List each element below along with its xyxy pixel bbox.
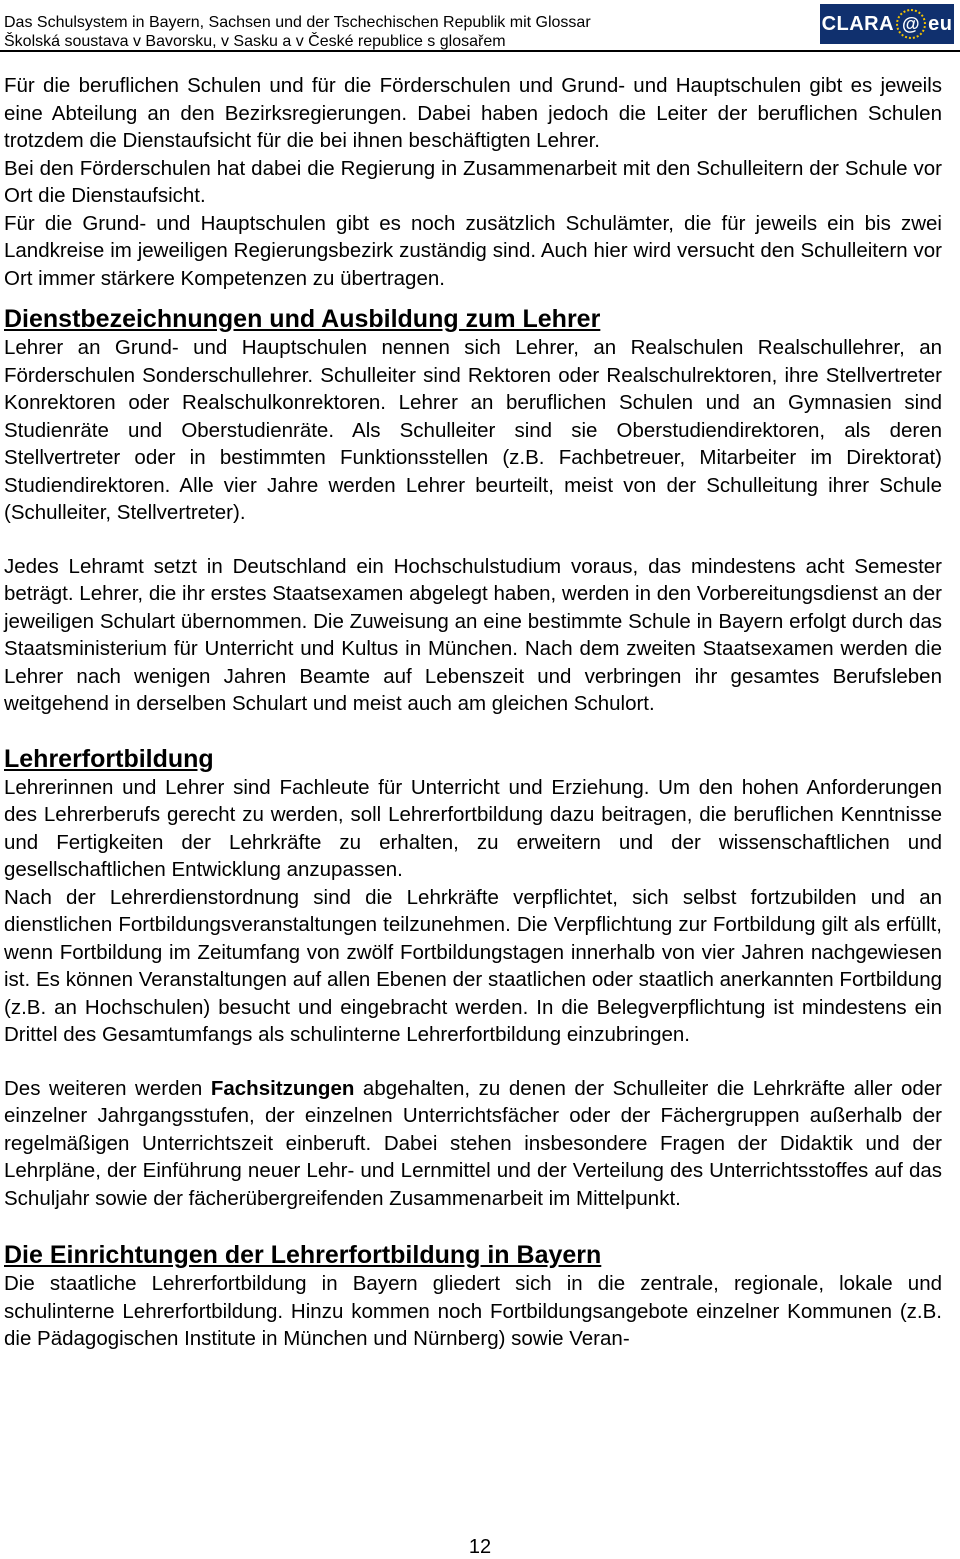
- heading-einrichtungen: Die Einrichtungen der Lehrerfortbildung in Bayern: [4, 1241, 602, 1269]
- paragraph-foerderschulen: Bei den Förderschulen hat dabei die Regierung in Zusammenarbeit mit den Schulleitern der Schule vor Ort die Dienstaufsicht.: [4, 156, 942, 207]
- header-divider: [0, 50, 960, 52]
- logo-text-right: eu: [928, 12, 953, 35]
- paragraph-lehrerdienstordnung: Nach der Lehrerdienstordnung sind die Lehrkräfte verpflichtet, sich selbst fortzubilden und an dienstlichen Fortbildungsveranstaltungen teilzunehmen. Die Verpflichtung zur Fortbildung gilt als erfüllt, wenn Fortbildung im Zeitumfang von zwölf Fortbildungstagen innerhalb von vier Jahren nachgewiesen ist. Es können Veranstaltungen auf allen Ebenen der staatlichen oder staatlich anerkannten Fortbildung (z.B. an Hochschulen) besucht und eingebracht werden. In die Belegverpflichtung ist mindestens ein Drittel des Gesamtumfangs als schulinterne Lehrerfortbildung einzubringen.: [4, 885, 942, 1046]
- header-title-czech: Školská soustava v Bavorsku, v Sasku a v České republice s glosařem: [4, 33, 506, 50]
- paragraph-lehramt: Jedes Lehramt setzt in Deutschland ein Hochschulstudium voraus, das mindestens acht Semester beträgt. Lehrer, die ihr erstes Staatsexamen abgelegt haben, werden in den Vorbereitungsdienst an der jeweiligen Schulart übernommen. Die Zuweisung an eine bestimmte Schule in Bayern erfolgt durch das Staatsministerium für Unterricht und Kultus in München. Nach dem zweiten Staatsexamen werden die Lehrer nach wenigen Jahren Beamte auf Lebenszeit und verbringen ihr gesamtes Berufsleben weitgehend in derselben Schulart und meist auch am gleichen Schulort.: [4, 554, 942, 715]
- logo-at-icon: @: [896, 9, 926, 39]
- header-title-german: Das Schulsystem in Bayern, Sachsen und der Tschechischen Republik mit Glossar: [4, 14, 591, 31]
- heading-dienstbezeichnungen: Dienstbezeichnungen und Ausbildung zum Lehrer: [4, 305, 601, 333]
- heading-lehrerfortbildung: Lehrerfortbildung: [4, 744, 214, 773]
- document-body: [4, 72, 942, 1353]
- fachsitzungen-text-start: Des weiteren werden: [4, 1076, 211, 1100]
- paragraph-schulaemter: Für die Grund- und Hauptschulen gibt es noch zusätzlich Schulämter, die für jeweils ein bis zwei Landkreise im jeweiligen Regierungsbezirk zuständig sind. Auch hier wird versucht den Schulleitern vor Ort immer stärkere Kompetenzen zu übertragen.: [4, 211, 942, 290]
- paragraph-fachsitzungen: [4, 1075, 942, 1213]
- paragraph-abteilungen: Für die beruflichen Schulen und für die Förderschulen und Grund- und Hauptschulen gibt es jeweils eine Abteilung an den Bezirksregierungen. Dabei haben jedoch die Leiter der beruflichen Schulen trotzdem die Dienstaufsicht für die bei ihnen beschäftigten Lehrer.: [4, 74, 942, 152]
- paragraph-dienstbezeichnungen: Lehrer an Grund- und Hauptschulen nennen sich Lehrer, an Realschulen Realschullehrer, an Förderschulen Sonderschullehrer. Schulleiter sind Rektoren oder Realschulrektoren, ihre Stellvertreter Konrektoren oder Realschulkonrektoren. Lehrer an beruflichen Schulen und an Gymnasien sind Studienräte und Oberstudienräte. Als Schulleiter sind sie Oberstudiendirektoren, als deren Stellvertreter oder in bestimmten Funktionsstellen (z.B. Fachbetreuer, Mitarbeiter im Direktorat) Studiendirektoren. Alle vier Jahre werden Lehrer beurteilt, meist von der Schulleitung ihrer Schule (Schulleiter, Stellvertreter).: [4, 336, 942, 524]
- logo-text-left: CLARA: [821, 12, 895, 35]
- fachsitzungen-text-end: abgehalten, zu denen der Schulleiter die Lehrkräfte aller oder einzelner Jahrgangsstufen, der einzelnen Unterrichtsfächer oder der Fächergruppen außerhalb der regelmäßigen Unterrichtszeit einberuft. Dabei stehen insbesondere Fragen der Didaktik und der Lehrpläne, der Einführung neuer Lehr- und Lernmittel und der Verteilung des Unterrichtsstoffes auf das Schuljahr sowie der fächerübergreifenden Zusammenarbeit im Mittelpunkt.: [4, 1076, 942, 1210]
- page-header: [0, 0, 960, 56]
- clara-eu-logo: [820, 4, 954, 44]
- fachsitzungen-term: Fachsitzungen: [210, 1076, 355, 1100]
- paragraph-einrichtungen: Die staatliche Lehrerfortbildung in Bayern gliedert sich in die zentrale, regionale, lokale und schulinterne Lehrerfortbildung. Hinzu kommen noch Fortbildungsangebote einzelner Kommunen (z.B. die Pädagogischen Institute in München und Nürnberg) sowie Veran-: [4, 1272, 942, 1350]
- paragraph-fachleute: Lehrerinnen und Lehrer sind Fachleute für Unterricht und Erziehung. Um den hohen Anforderungen des Lehrerberufs gerecht zu werden, soll Lehrerfortbildung dazu beitragen, die beruflichen Kenntnisse und Fertigkeiten der Lehrkräfte zu erhalten, zu erweitern und der wissenschaftlichen und gesellschaftlichen Entwicklung anzupassen.: [4, 775, 942, 881]
- page-number: 12: [468, 1536, 492, 1558]
